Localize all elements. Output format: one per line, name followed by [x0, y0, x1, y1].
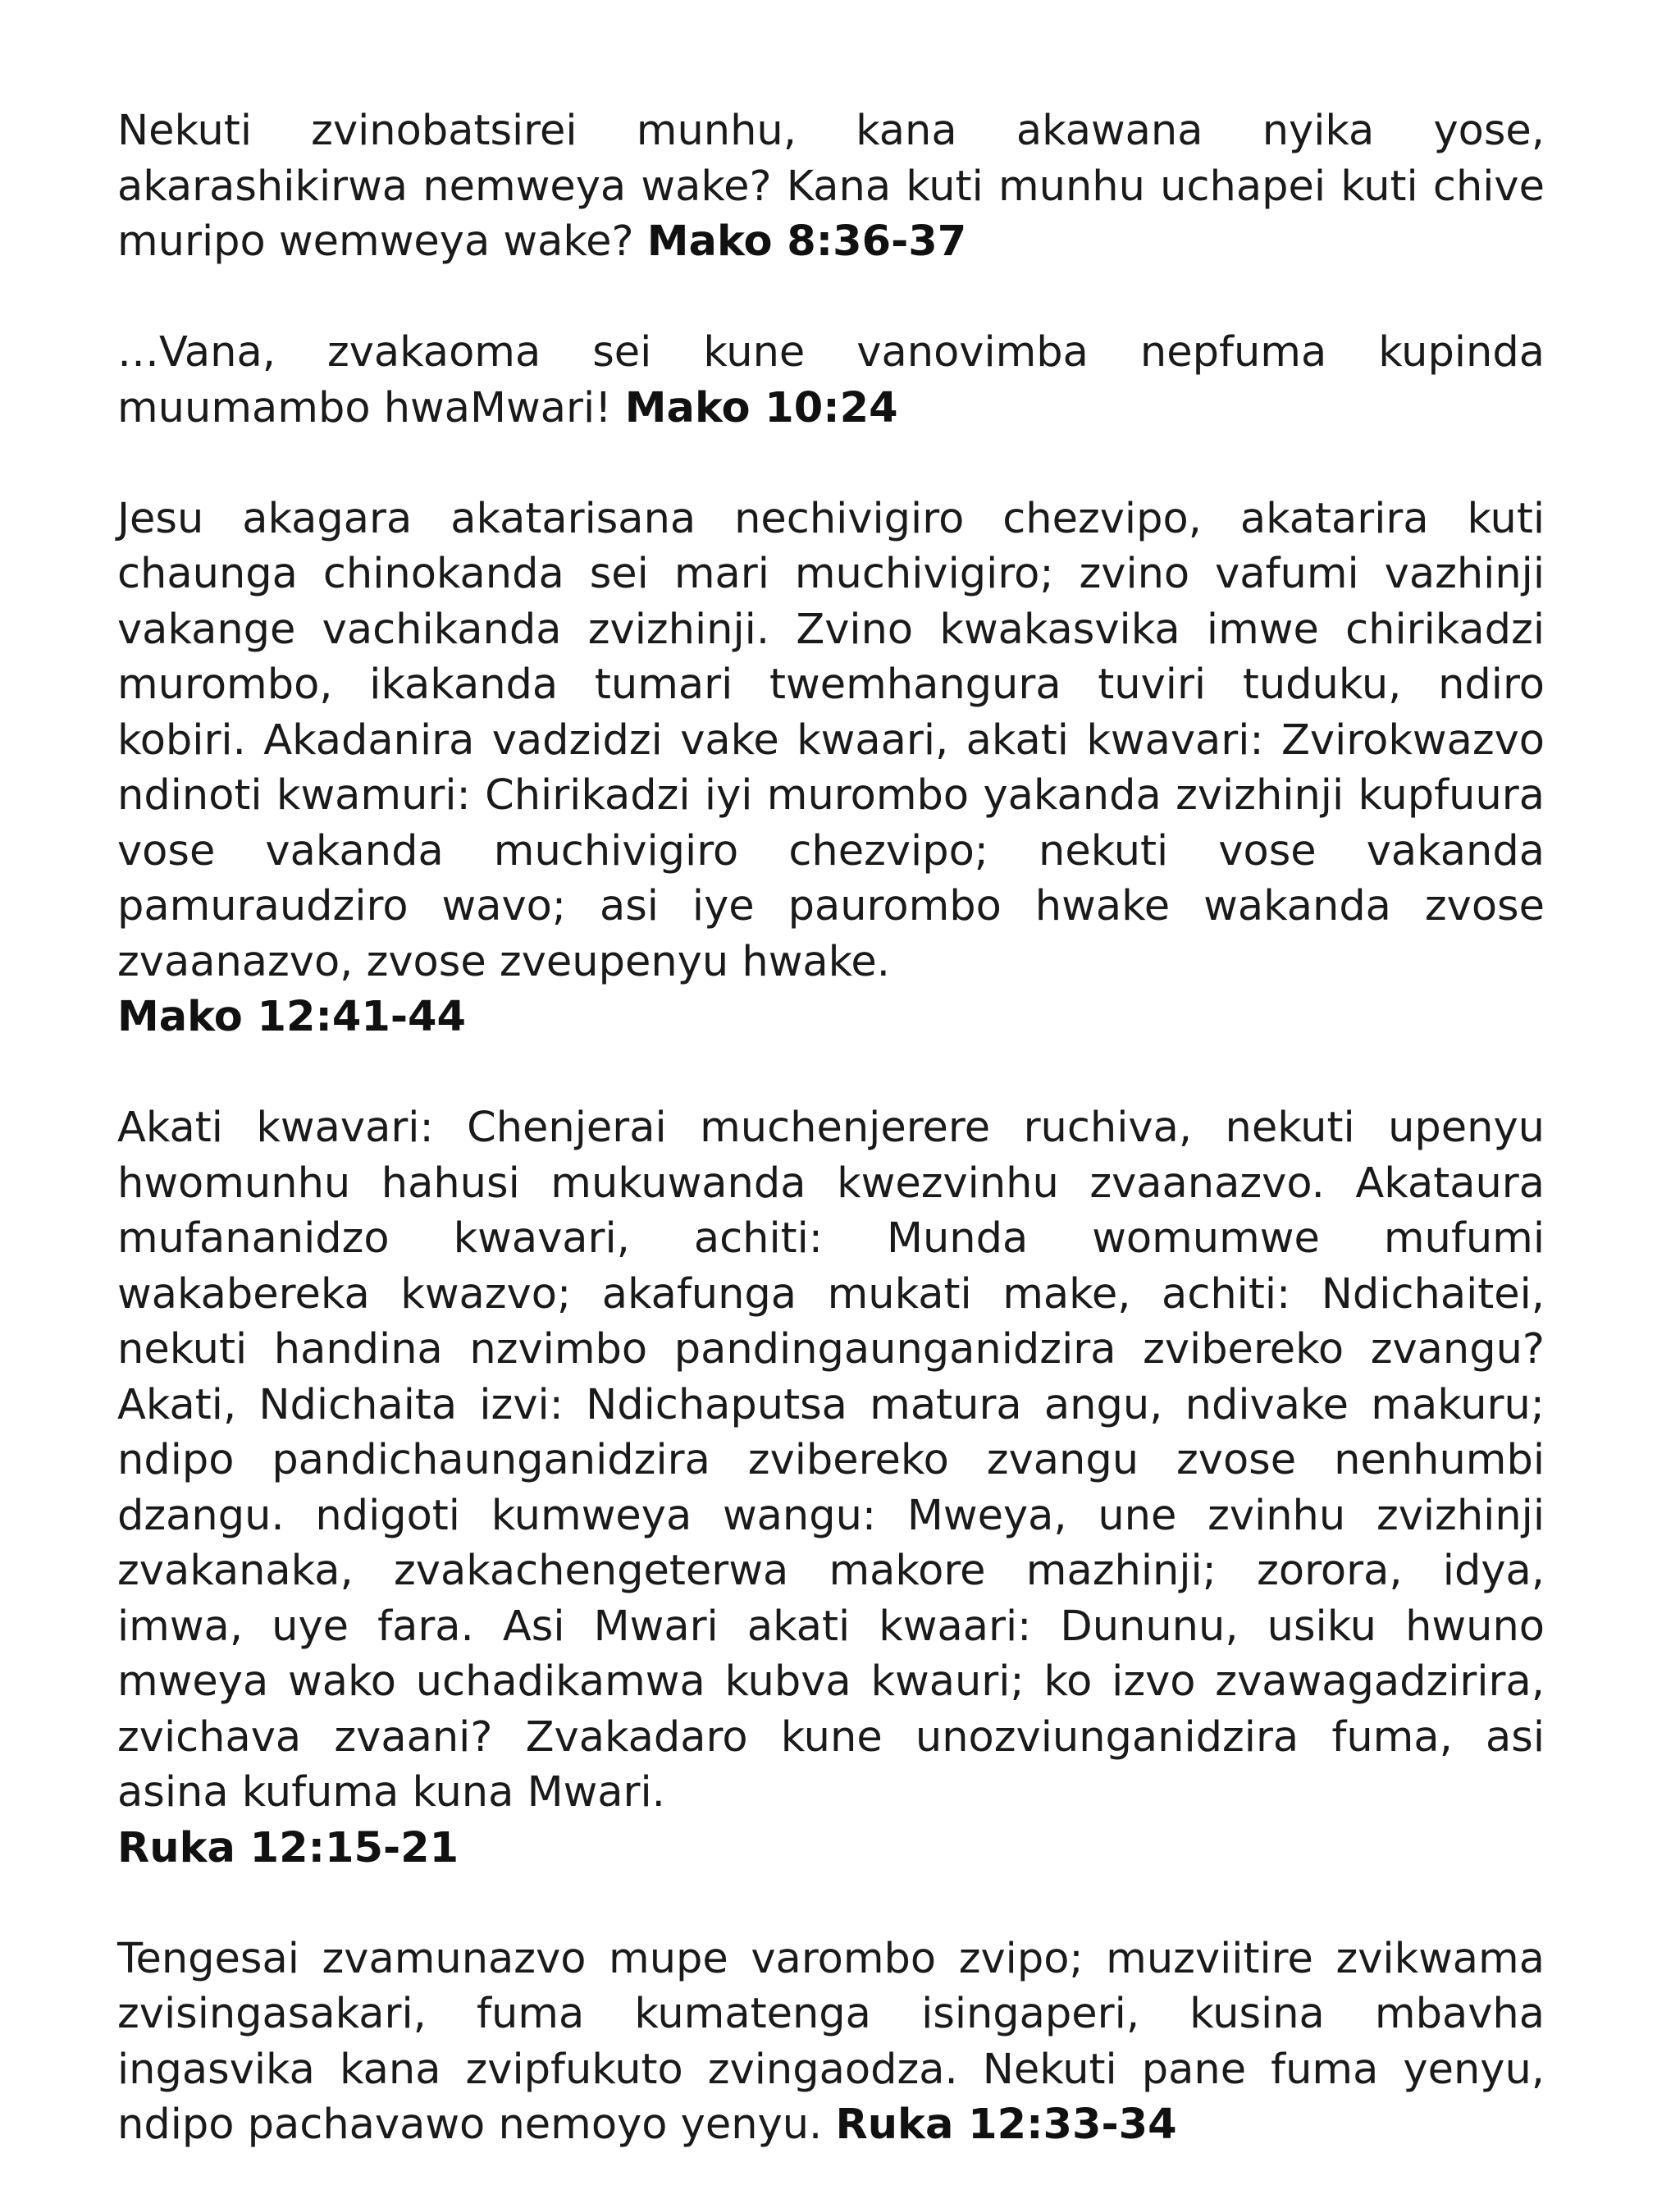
passage-text: Jesu akagara akatarisana nechivigiro chezvipo, akatarira kuti chaunga chinokanda sei mari muchivigiro; zvino vafumi vazhinji vakange vachikanda zvizhinji. Zvino kwakasvika imwe chirikadzi murombo, ikakanda tumari twemhangura tuviri tuduku, ndiro kobiri. Akadanira vadzidzi vake kwaari, akati kwavari: Zvirokwazvo ndinoti kwamuri: Chirikadzi iyi murombo yakanda zvizhinji kupfuura vose vakanda muchivigiro chezvipo; nekuti vose vakanda pamuraudziro wavo; asi iye paurombo hwake wakanda zvose zvaanazvo, zvose zveupenyu hwake. [117, 494, 1545, 986]
passage-mako-10 [117, 325, 1545, 436]
scripture-reference: Ruka 12:33-34 [835, 2101, 1177, 2149]
passage-mako-8 [117, 103, 1545, 270]
scripture-reference: Mako 8:36-37 [646, 217, 967, 266]
scripture-reference: Mako 12:41-44 [117, 993, 466, 1041]
passage-ruka-12-15 [117, 1100, 1545, 1876]
passage-ruka-12-33 [117, 1931, 1545, 2153]
scripture-reference: Ruka 12:15-21 [117, 1823, 459, 1872]
passage-text: Tengesai zvamunazvo mupe varombo zvipo; muzviitire zvikwama zvisingasakari, fuma kumatenga isingaperi, kusina mbavha ingasvika kana zvipfukuto zvingaodza. Nekuti pane fuma yenyu, ndipo pachavawo nemoyo yenyu. [117, 1934, 1545, 2149]
passage-text: …Vana, zvakaoma sei kune vanovimba nepfuma kupinda muumambo hwaMwari! [117, 328, 1545, 432]
scripture-page [117, 103, 1545, 2208]
passage-text: Nekuti zvinobatsirei munhu, kana akawana nyika yose, akarashikirwa nemweya wake? Kana kuti munhu uchapei kuti chive muripo wemweya wake? [117, 107, 1545, 266]
passage-mako-12 [117, 491, 1545, 1045]
passage-text: Akati kwavari: Chenjerai muchenjerere ruchiva, nekuti upenyu hwomunhu hahusi mukuwanda kwezvinhu zvaanazvo. Akataura mufananidzo kwavari, achiti: Munda womumwe mufumi wakabereka kwazvo; akafunga mukati make, achiti: Ndichaitei, nekuti handina nzvimbo pandingaunganidzira zvibereko zvangu? Akati, Ndichaita izvi: Ndichaputsa matura angu, ndivake makuru; ndipo pandichaunganidzira zvibereko zvangu zvose nenhumbi dzangu. ndigoti kumweya wangu: Mweya, une zvinhu zvizhinji zvakanaka, zvakachengeterwa makore mazhinji; zorora, idya, imwa, uye fara. Asi Mwari akati kwaari: Dununu, usiku hwuno mweya wako uchadikamwa kubva kwauri; ko izvo zvawagadzirira, zvichava zvaani? Zvakadaro kune unozviunganidzira fuma, asi asina kufuma kuna Mwari. [117, 1104, 1545, 1817]
scripture-reference: Mako 10:24 [624, 383, 898, 432]
